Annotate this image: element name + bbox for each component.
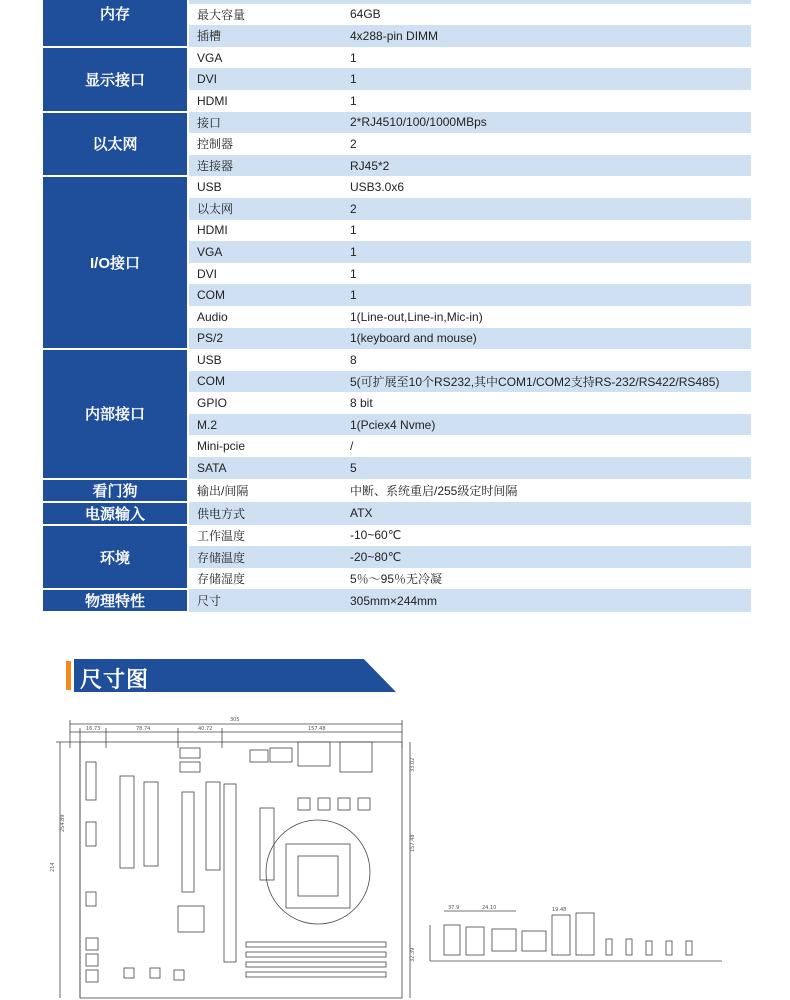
- spec-value: 1: [336, 220, 751, 242]
- spec-value: 2: [336, 133, 751, 155]
- cpu-cooler-area: [266, 820, 370, 924]
- spec-key: USB: [188, 349, 336, 371]
- spec-key: 存储湿度: [188, 568, 336, 590]
- spec-row: [43, 349, 751, 371]
- dimm-slot: [246, 962, 386, 967]
- spec-value: 1: [336, 90, 751, 112]
- spec-value: /: [336, 435, 751, 457]
- dim-label: 157.48: [308, 726, 326, 732]
- spec-key: 尺寸: [188, 589, 336, 612]
- spec-row: [43, 47, 751, 69]
- spec-key: COM: [188, 371, 336, 393]
- spec-key: 存储温度: [188, 546, 336, 568]
- dim-label: 19.48: [552, 907, 567, 913]
- dim-label: 305: [230, 717, 240, 723]
- spec-value: 5％～95％无冷凝: [336, 568, 751, 590]
- spec-key: SATA: [188, 457, 336, 479]
- spec-key: GPIO: [188, 392, 336, 414]
- spec-value: ATX: [336, 502, 751, 525]
- spec-value: 中断、系统重启/255级定时间隔: [336, 479, 751, 502]
- spec-value: 64GB: [336, 4, 751, 26]
- spec-value: USB3.0x6: [336, 176, 751, 198]
- pcie-slot: [182, 792, 194, 892]
- spec-key: 以太网: [188, 198, 336, 220]
- spec-key: HDMI: [188, 220, 336, 242]
- spec-key: 插槽: [188, 25, 336, 47]
- dimm-slot: [246, 952, 386, 957]
- dim-label: 16.73: [86, 726, 101, 732]
- spec-key: PS/2: [188, 328, 336, 350]
- spec-key: VGA: [188, 241, 336, 263]
- spec-value: 8 bit: [336, 392, 751, 414]
- dim-label: 157.48: [410, 834, 416, 852]
- dim-label: 40.72: [198, 726, 213, 732]
- board-outline: [80, 742, 402, 998]
- spec-table: [43, 0, 752, 613]
- dim-label: 78.74: [136, 726, 151, 732]
- spec-value: 2*RJ4510/100/1000MBps: [336, 112, 751, 134]
- spec-row: [43, 525, 751, 547]
- dimm-slot: [246, 972, 386, 977]
- spec-row: [43, 479, 751, 502]
- spec-value: 1: [336, 68, 751, 90]
- spec-category: 物理特性: [43, 589, 188, 612]
- spec-value: 1(Pciex4 Nvme): [336, 414, 751, 436]
- io-side-view-drawing: [426, 905, 726, 995]
- spec-value: RJ45*2: [336, 155, 751, 177]
- spec-value: 305mm×244mm: [336, 589, 751, 612]
- spec-row: [43, 112, 751, 134]
- spec-category: 内存: [43, 0, 188, 47]
- spec-key: DVI: [188, 263, 336, 285]
- dimm-slot: [246, 942, 386, 947]
- spec-category: 显示接口: [43, 47, 188, 112]
- section-header: [66, 659, 396, 692]
- board-dimension-drawing: [50, 712, 422, 1000]
- spec-category: I/O接口: [43, 176, 188, 349]
- pcie-slot: [224, 784, 236, 962]
- spec-category: 看门狗: [43, 479, 188, 502]
- section-accent-bar: [66, 661, 71, 690]
- spec-row: [43, 589, 751, 612]
- spec-category: 环境: [43, 525, 188, 590]
- spec-value: 8: [336, 349, 751, 371]
- spec-key: 工作温度: [188, 525, 336, 547]
- dim-label: 32.39: [410, 947, 416, 962]
- spec-category: 以太网: [43, 112, 188, 177]
- spec-key: 连接器: [188, 155, 336, 177]
- spec-value: -10~60℃: [336, 525, 751, 547]
- spec-value: 1: [336, 284, 751, 306]
- spec-value: 5: [336, 457, 751, 479]
- spec-key: 供电方式: [188, 502, 336, 525]
- spec-key: VGA: [188, 47, 336, 69]
- spec-key: HDMI: [188, 90, 336, 112]
- spec-value: 1(keyboard and mouse): [336, 328, 751, 350]
- dim-label: 37.9: [448, 905, 460, 911]
- cpu-socket: [286, 844, 350, 908]
- spec-key: 控制器: [188, 133, 336, 155]
- section-title: 尺寸图: [80, 668, 150, 693]
- spec-key: DVI: [188, 68, 336, 90]
- pcie-slot: [144, 782, 158, 866]
- spec-value: 1: [336, 47, 751, 69]
- spec-key: 接口: [188, 112, 336, 134]
- spec-value: 1: [336, 263, 751, 285]
- spec-key: USB: [188, 176, 336, 198]
- spec-value: 4x288-pin DIMM: [336, 25, 751, 47]
- spec-value: 1(Line-out,Line-in,Mic-in): [336, 306, 751, 328]
- pcie-slot: [120, 776, 134, 868]
- dim-label: 24.10: [482, 905, 497, 911]
- spec-key: COM: [188, 284, 336, 306]
- dim-label: 254.89: [60, 814, 66, 832]
- dim-label: 33.02: [410, 757, 416, 772]
- spec-row: [43, 176, 751, 198]
- spec-value: 5(可扩展至10个RS232,其中COM1/COM2支持RS-232/RS422/RS485): [336, 371, 751, 393]
- spec-row: [43, 502, 751, 525]
- spec-value: 2: [336, 198, 751, 220]
- dim-label: 214: [50, 862, 56, 872]
- spec-category: 内部接口: [43, 349, 188, 479]
- spec-key: 输出/间隔: [188, 479, 336, 502]
- spec-value: -20~80℃: [336, 546, 751, 568]
- spec-category: 电源输入: [43, 502, 188, 525]
- pcie-slot: [206, 782, 220, 870]
- spec-value: 1: [336, 241, 751, 263]
- spec-key: M.2: [188, 414, 336, 436]
- spec-key: 最大容量: [188, 4, 336, 26]
- spec-key: Audio: [188, 306, 336, 328]
- spec-key: Mini-pcie: [188, 435, 336, 457]
